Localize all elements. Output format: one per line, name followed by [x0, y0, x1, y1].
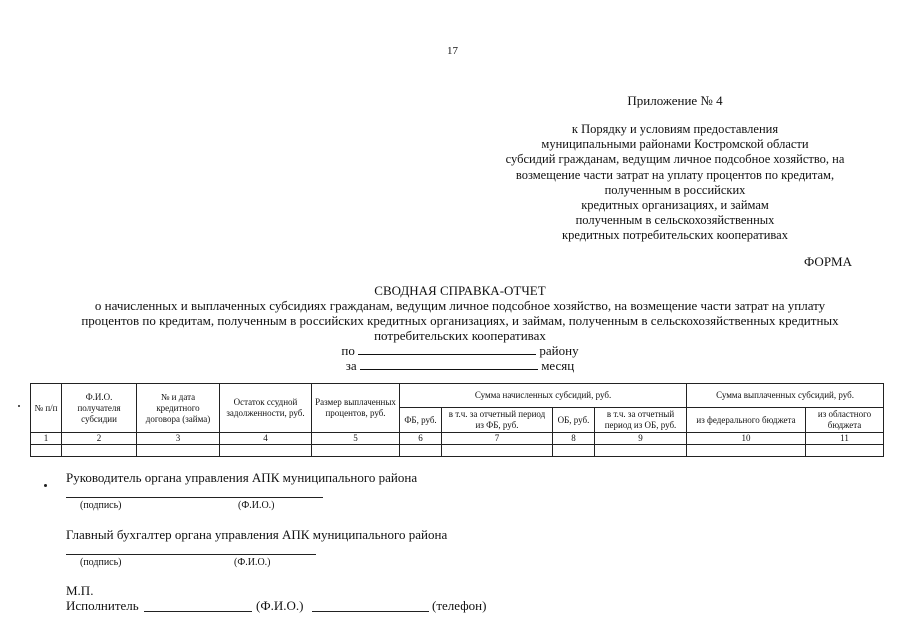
district-suffix: району [539, 343, 579, 358]
form-label: ФОРМА [804, 254, 852, 269]
head-signature-title: Руководитель органа управления АПК муниципального района [66, 470, 418, 485]
table-cell[interactable] [687, 445, 806, 457]
executor-signature-line[interactable] [144, 611, 252, 612]
accountant-signature-title: Главный бухгалтер органа управления АПК муниципального района [66, 527, 448, 542]
header-regional: из областного бюджета [806, 408, 884, 433]
appendix-text [490, 122, 860, 244]
column-number: 8 [553, 433, 595, 445]
accountant-signature-label: (подпись) [80, 557, 122, 568]
header-contract: № и дата кредитного договора (займа) [137, 384, 220, 433]
column-number: 1 [31, 433, 62, 445]
report-subtitle-line: процентов по кредитам, полученным в российских кредитных организациях, и займам, полученным в сельскохозяйственных кредитных [81, 313, 839, 328]
appendix-line: полученным в сельскохозяйственных [575, 213, 775, 228]
column-number: 11 [806, 433, 884, 445]
table-cell[interactable] [62, 445, 137, 457]
table-cell[interactable] [137, 445, 220, 457]
column-number-row [31, 433, 884, 445]
head-signature-line[interactable] [66, 497, 323, 498]
head-signature-label: (подпись) [80, 500, 122, 511]
month-field[interactable] [360, 369, 538, 370]
column-number: 3 [137, 433, 220, 445]
header-fio: Ф.И.О. получателя субсидии [62, 384, 137, 433]
month-prefix: за [345, 358, 357, 373]
header-federal: из федерального бюджета [687, 408, 806, 433]
appendix-line: кредитных потребительских кооперативах [562, 228, 788, 243]
executor-phone-label: (телефон) [432, 598, 487, 613]
month-line [60, 358, 860, 373]
appendix-title: Приложение № 4 [627, 93, 723, 108]
column-number: 10 [687, 433, 806, 445]
margin-dot [18, 405, 20, 407]
executor-fio-label: (Ф.И.О.) [256, 598, 304, 613]
executor-label: Исполнитель [66, 598, 139, 613]
district-prefix: по [341, 343, 355, 358]
appendix-line: возмещение части затрат на уплату процентов по кредитам, [515, 167, 835, 182]
head-fio-label: (Ф.И.О.) [238, 500, 275, 511]
header-num: № п/п [31, 384, 62, 433]
stamp-label: М.П. [66, 583, 94, 598]
header-balance: Остаток ссудной задолженности, руб. [220, 384, 312, 433]
table-cell[interactable] [31, 445, 62, 457]
appendix-line: к Порядку и условиям предоставления [571, 122, 779, 136]
table-cell[interactable] [312, 445, 400, 457]
table-row [31, 445, 884, 457]
report-table [30, 383, 884, 457]
appendix-line: муниципальными районами Костромской области [541, 137, 809, 152]
column-number: 4 [220, 433, 312, 445]
table-cell[interactable] [595, 445, 687, 457]
table-cell[interactable] [553, 445, 595, 457]
report-title-block [60, 283, 860, 373]
appendix-line: субсидий гражданам, ведущим личное подсобное хозяйство, на [505, 152, 845, 167]
appendix-line: полученным в российских [604, 182, 746, 197]
header-fb-period: в т.ч. за отчетный период из ФБ, руб. [442, 408, 553, 433]
margin-dot [44, 484, 47, 487]
month-suffix: месяц [541, 358, 575, 373]
report-title: СВОДНАЯ СПРАВКА-ОТЧЕТ [374, 283, 546, 298]
table-cell[interactable] [220, 445, 312, 457]
header-ob: ОБ, руб. [553, 408, 595, 433]
header-fb: ФБ, руб. [400, 408, 442, 433]
executor-phone-line[interactable] [312, 611, 429, 612]
accountant-signature-line[interactable] [66, 554, 316, 555]
page-number: 17 [447, 45, 458, 57]
column-number: 5 [312, 433, 400, 445]
appendix-line: кредитных организациях, и займам [581, 198, 769, 213]
header-ob-period: в т.ч. за отчетный период из ОБ, руб. [595, 408, 687, 433]
table-cell[interactable] [806, 445, 884, 457]
header-interest: Размер выплаченных процентов, руб. [312, 384, 400, 433]
column-number: 9 [595, 433, 687, 445]
column-number: 7 [442, 433, 553, 445]
column-number: 2 [62, 433, 137, 445]
district-line [60, 343, 860, 358]
column-number: 6 [400, 433, 442, 445]
table-cell[interactable] [442, 445, 553, 457]
table-cell[interactable] [400, 445, 442, 457]
header-accrued-group: Сумма начисленных субсидий, руб. [400, 384, 687, 408]
report-subtitle-line: о начисленных и выплаченных субсидиях гражданам, ведущим личное подсобное хозяйство, на возмещение части затрат на уплату [94, 298, 826, 313]
header-paid-group: Сумма выплаченных субсидий, руб. [687, 384, 884, 408]
district-field[interactable] [358, 354, 536, 355]
report-subtitle-line: потребительских кооперативах [374, 328, 546, 343]
accountant-fio-label: (Ф.И.О.) [234, 557, 271, 568]
